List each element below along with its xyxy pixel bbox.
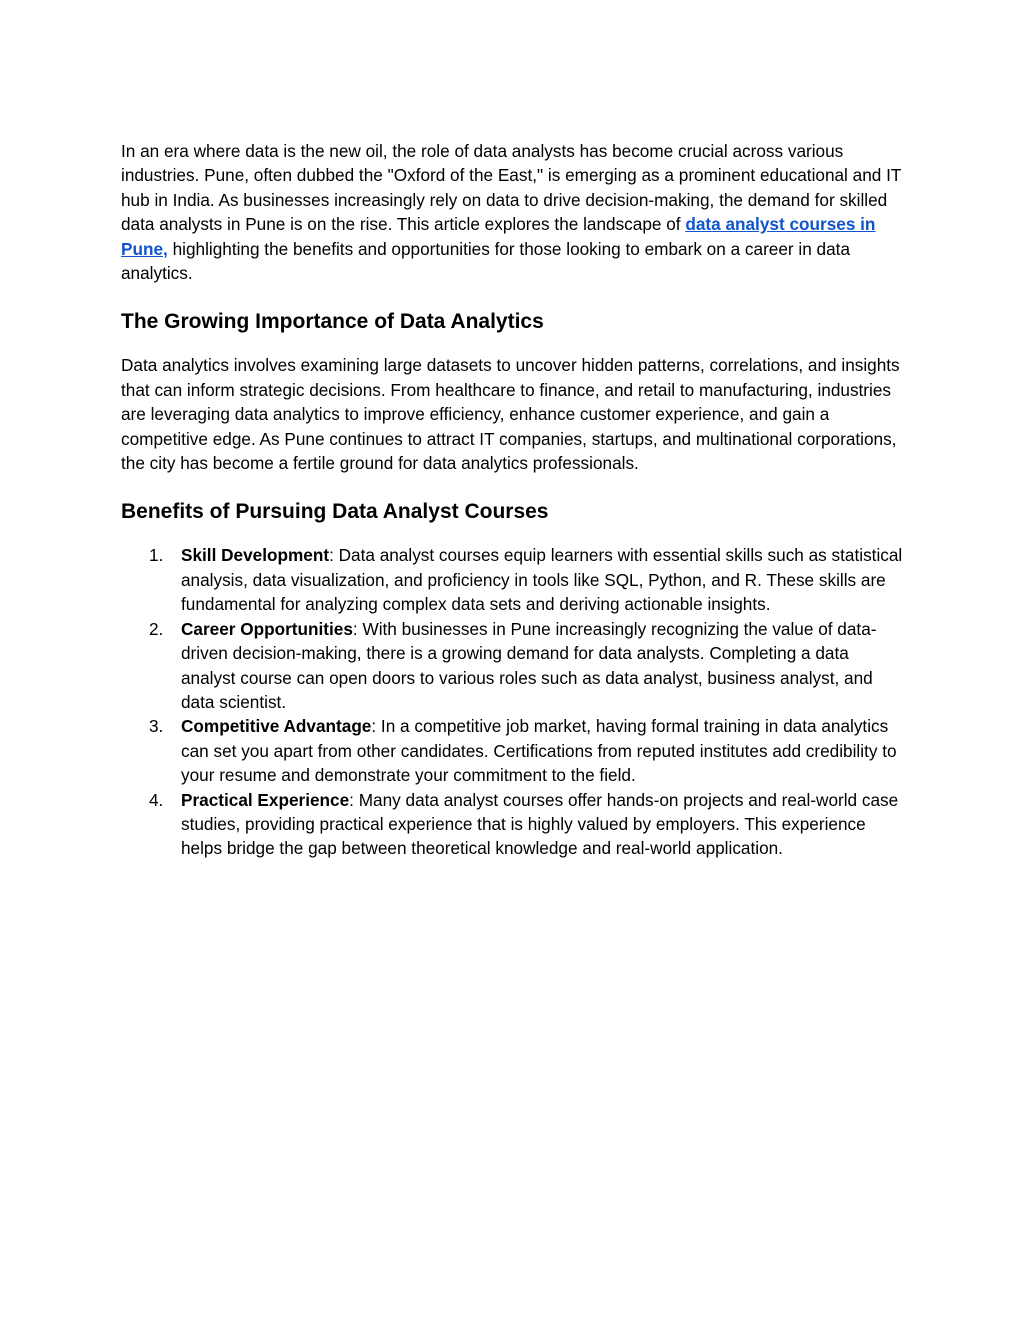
section-heading-growing-importance: The Growing Importance of Data Analytics	[121, 310, 544, 334]
list-item-number: 2.	[149, 618, 164, 639]
list-item-text: : Data analyst courses equip learners with essential skills such as statistical analysis, data visualization, and proficiency in tools like SQL, Python, and R. These skills are fundamental for analyzing complex data sets and deriving actionable insights.	[181, 545, 903, 615]
intro-text-before-link: In an era where data is the new oil, the role of data analysts has become crucial across various industries. Pune, often dubbed the "Oxford of the East," is emerging as a prominent educational and IT hub in India. As businesses increasingly rely on data to drive decision-making, the demand for skilled data analysts in Pune is on the rise. This article explores the landscape of	[121, 141, 902, 235]
list-item-text: : With businesses in Pune increasingly recognizing the value of data-driven decision-making, there is a growing demand for data analysts. Completing a data analyst course can open doors to various roles such as data analyst, business analyst, and data scientist.	[181, 618, 877, 712]
data-analyst-courses-link[interactable]: data analyst courses in Pune,	[121, 214, 876, 259]
list-item	[121, 788, 906, 861]
list-item-number: 4.	[149, 789, 164, 810]
intro-text-after-link: highlighting the benefits and opportunities for those looking to embark on a career in data analytics.	[121, 238, 851, 284]
intro-paragraph	[121, 139, 906, 285]
list-item	[121, 617, 906, 715]
list-item-term: Practical Experience	[181, 789, 350, 810]
document-page	[121, 139, 906, 861]
list-item	[121, 543, 906, 616]
list-item	[121, 714, 906, 787]
list-item-number: 1.	[149, 545, 164, 566]
list-item-term: Career Opportunities	[181, 618, 353, 639]
list-item-number: 3.	[149, 716, 164, 737]
section-heading-benefits: Benefits of Pursuing Data Analyst Courses	[121, 500, 549, 524]
list-item-text: : In a competitive job market, having formal training in data analytics can set you apart from other candidates. Certifications from reputed institutes add credibility to your resume and demonstrate your commitment to the field.	[181, 716, 897, 786]
list-item-term: Competitive Advantage	[181, 716, 372, 737]
benefits-list	[121, 543, 906, 860]
list-item-term: Skill Development	[181, 545, 330, 566]
section-body-growing-importance: Data analytics involves examining large datasets to uncover hidden patterns, correlations, and insights that can inform strategic decisions. From healthcare to finance, and retail to manufacturing, industries are leveraging data analytics to improve efficiency, enhance customer experience, and gain a competitive edge. As Pune continues to attract IT companies, startups, and multinational corporations, the city has become a fertile ground for data analytics professionals.	[121, 355, 900, 474]
list-item-text: : Many data analyst courses offer hands-on projects and real-world case studies, providing practical experience that is highly valued by employers. This experience helps bridge the gap between theoretical knowledge and real-world application.	[181, 789, 899, 859]
